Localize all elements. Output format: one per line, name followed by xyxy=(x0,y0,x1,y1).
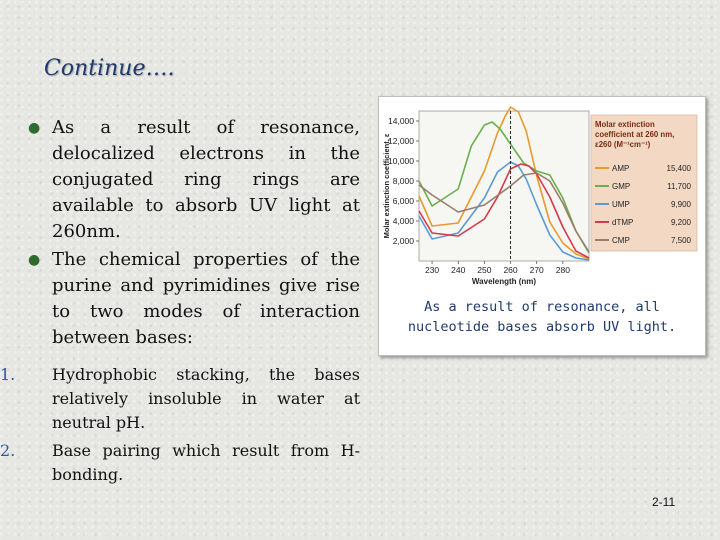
x-tick-label: 240 xyxy=(451,265,466,275)
legend-series-value: 7,500 xyxy=(670,236,691,245)
numbered-list xyxy=(0,363,360,491)
caption-line: As a result of resonance, all xyxy=(424,299,660,315)
legend-heading: ε260 (M⁻¹cm⁻¹) xyxy=(595,140,651,149)
x-tick-label: 270 xyxy=(529,265,544,275)
numbered-item xyxy=(0,363,360,435)
caption-line: nucleotide bases absorb UV light. xyxy=(407,319,677,335)
legend-series-name: AMP xyxy=(612,164,630,173)
numbered-item xyxy=(0,439,360,487)
x-axis-label: Wavelength (nm) xyxy=(471,277,537,286)
legend-series-value: 15,400 xyxy=(666,164,691,173)
y-tick-label: 12,000 xyxy=(388,136,414,146)
y-tick-label: 4,000 xyxy=(392,216,414,226)
bullet-dot-icon: ● xyxy=(28,252,41,268)
legend-series-name: CMP xyxy=(612,236,630,245)
x-tick-label: 250 xyxy=(477,265,492,275)
absorbance-chart xyxy=(379,97,705,292)
bullet-list xyxy=(26,115,360,351)
legend-heading: coefficient at 260 nm, xyxy=(595,130,675,139)
y-tick-label: 2,000 xyxy=(392,236,414,246)
y-tick-label: 8,000 xyxy=(392,176,414,186)
item-number: 2. xyxy=(0,441,16,460)
y-tick-label: 6,000 xyxy=(392,196,414,206)
y-tick-label: 10,000 xyxy=(388,156,414,166)
bullet-text: As a result of resonance, delocalized electrons in the conjugated ring rings are available to absorb UV light at 260nm. xyxy=(52,117,360,242)
numbered-text: Hydrophobic stacking, the bases relatively insoluble in water at neutral pH. xyxy=(52,365,360,432)
bullet-dot-icon: ● xyxy=(28,120,41,136)
x-tick-label: 260 xyxy=(503,265,518,275)
legend-series-name: UMP xyxy=(612,200,630,209)
legend-series-name: dTMP xyxy=(612,218,634,227)
bullet-item xyxy=(26,247,360,351)
bullet-item xyxy=(26,115,360,245)
y-axis-label: Molar extinction coefficient, ε xyxy=(382,133,391,239)
page-number: 2-11 xyxy=(652,495,676,509)
legend-series-name: GMP xyxy=(612,182,631,191)
numbered-text: Base pairing which result from H-bonding. xyxy=(52,441,360,484)
legend-series-value: 9,900 xyxy=(670,200,691,209)
y-tick-label: 14,000 xyxy=(388,116,414,126)
legend-heading: Molar extinction xyxy=(595,120,655,129)
absorbance-figure xyxy=(378,96,706,356)
legend-series-value: 9,200 xyxy=(670,218,691,227)
bullet-text: The chemical properties of the purine and pyrimidines give rise to two modes of interaction between bases: xyxy=(52,249,360,348)
slide-title: Continue…. xyxy=(44,56,175,81)
x-tick-label: 280 xyxy=(555,265,570,275)
x-tick-label: 230 xyxy=(424,265,440,275)
figure-caption xyxy=(379,297,705,337)
item-number: 1. xyxy=(0,365,16,384)
legend-series-value: 11,700 xyxy=(667,182,691,191)
